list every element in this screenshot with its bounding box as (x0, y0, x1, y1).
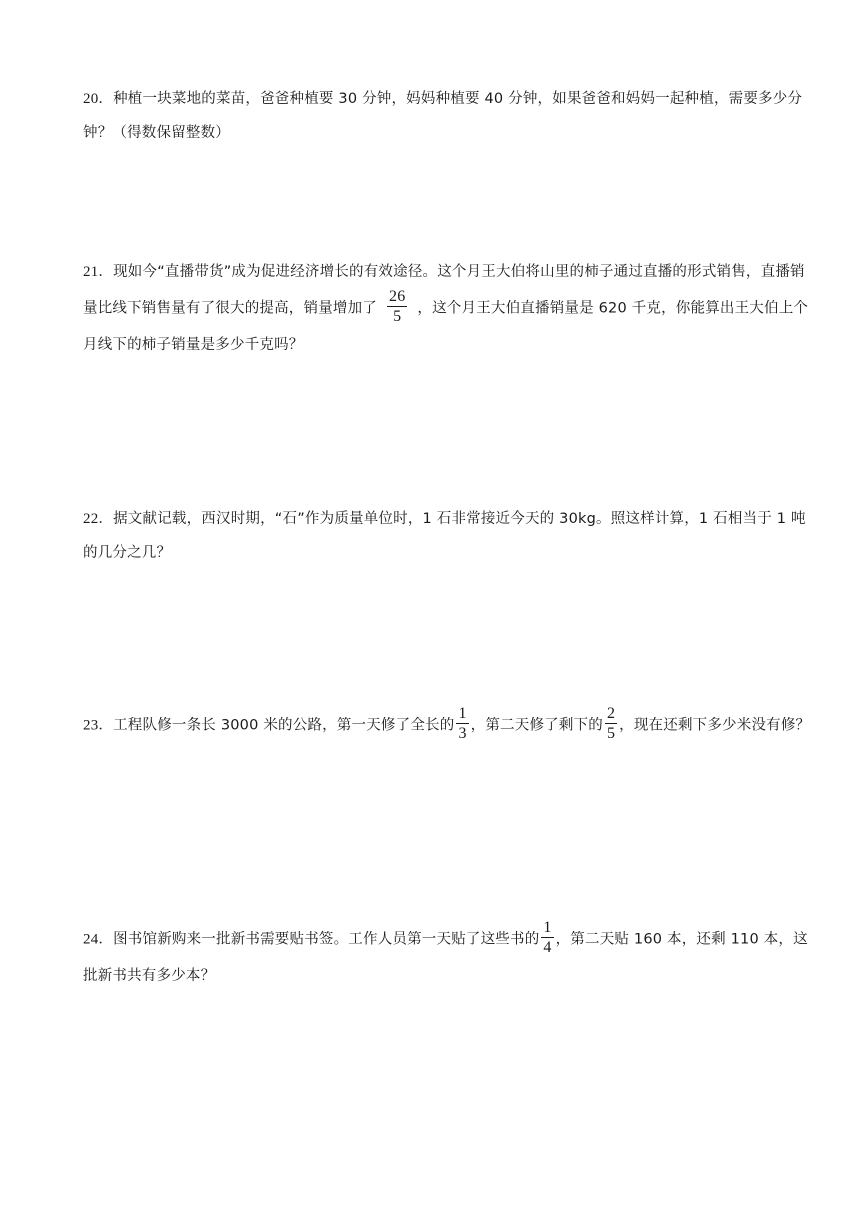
question-number: 24 (83, 931, 99, 948)
question-number: 21 (83, 264, 99, 280)
fraction (541, 918, 553, 957)
question-23 (83, 706, 813, 745)
question-21 (83, 255, 813, 362)
question-24 (83, 920, 813, 993)
fraction-denominator: 3 (458, 725, 467, 742)
question-text: ，现在还剩下多少米没有修？ (619, 717, 811, 734)
question-number: 20 (83, 91, 99, 107)
fraction (605, 704, 617, 743)
fraction-numerator: 2 (606, 705, 616, 722)
question-text: ．现如今“直播带货”成为促进经济增长的有效途径。这个月王大伯将山里的柿子通过直播的形式销售，直播销量比线下销售量有了很大的提高，销量增加了 (83, 264, 805, 317)
fraction-denominator: 4 (543, 939, 552, 956)
question-20 (83, 82, 813, 150)
question-text: ．图书馆新购来一批新书需要贴书签。工作人员第一天贴了这些书的 (98, 931, 540, 948)
question-text: ．种植一块菜地的菜苗，爸爸种植要 30 分钟，妈妈种植要 40 分钟，如果爸爸和妈妈一起种植，需要多少分钟？（得数保留整数） (83, 91, 803, 141)
question-22 (83, 502, 813, 570)
fraction-numerator: 1 (458, 705, 467, 722)
question-number: 23 (83, 717, 99, 734)
fraction (387, 287, 407, 326)
fraction-numerator: 26 (389, 288, 406, 305)
fraction-denominator: 5 (606, 725, 616, 742)
question-text: ，这个月王大伯直播销量是 620 千克，你能算出王大伯上个月线下的柿子销量是多少千克吗？ (83, 300, 809, 353)
fraction-denominator: 5 (393, 308, 402, 325)
fraction-numerator: 1 (543, 919, 552, 936)
fraction (456, 704, 468, 743)
question-number: 22 (83, 511, 99, 527)
question-text: ，第二天修了剩下的 (470, 717, 603, 734)
question-text: ．据文献记载，西汉时期，“石”作为质量单位时，1 石非常接近今天的 30kg。照这样计算，1 石相当于 1 吨的几分之几？ (83, 511, 806, 561)
question-text: ．工程队修一条长 3000 米的公路，第一天修了全长的 (98, 717, 455, 734)
question-text: ，第二天贴 160 本，还剩 110 本，这批新书共有多少本？ (83, 931, 808, 984)
